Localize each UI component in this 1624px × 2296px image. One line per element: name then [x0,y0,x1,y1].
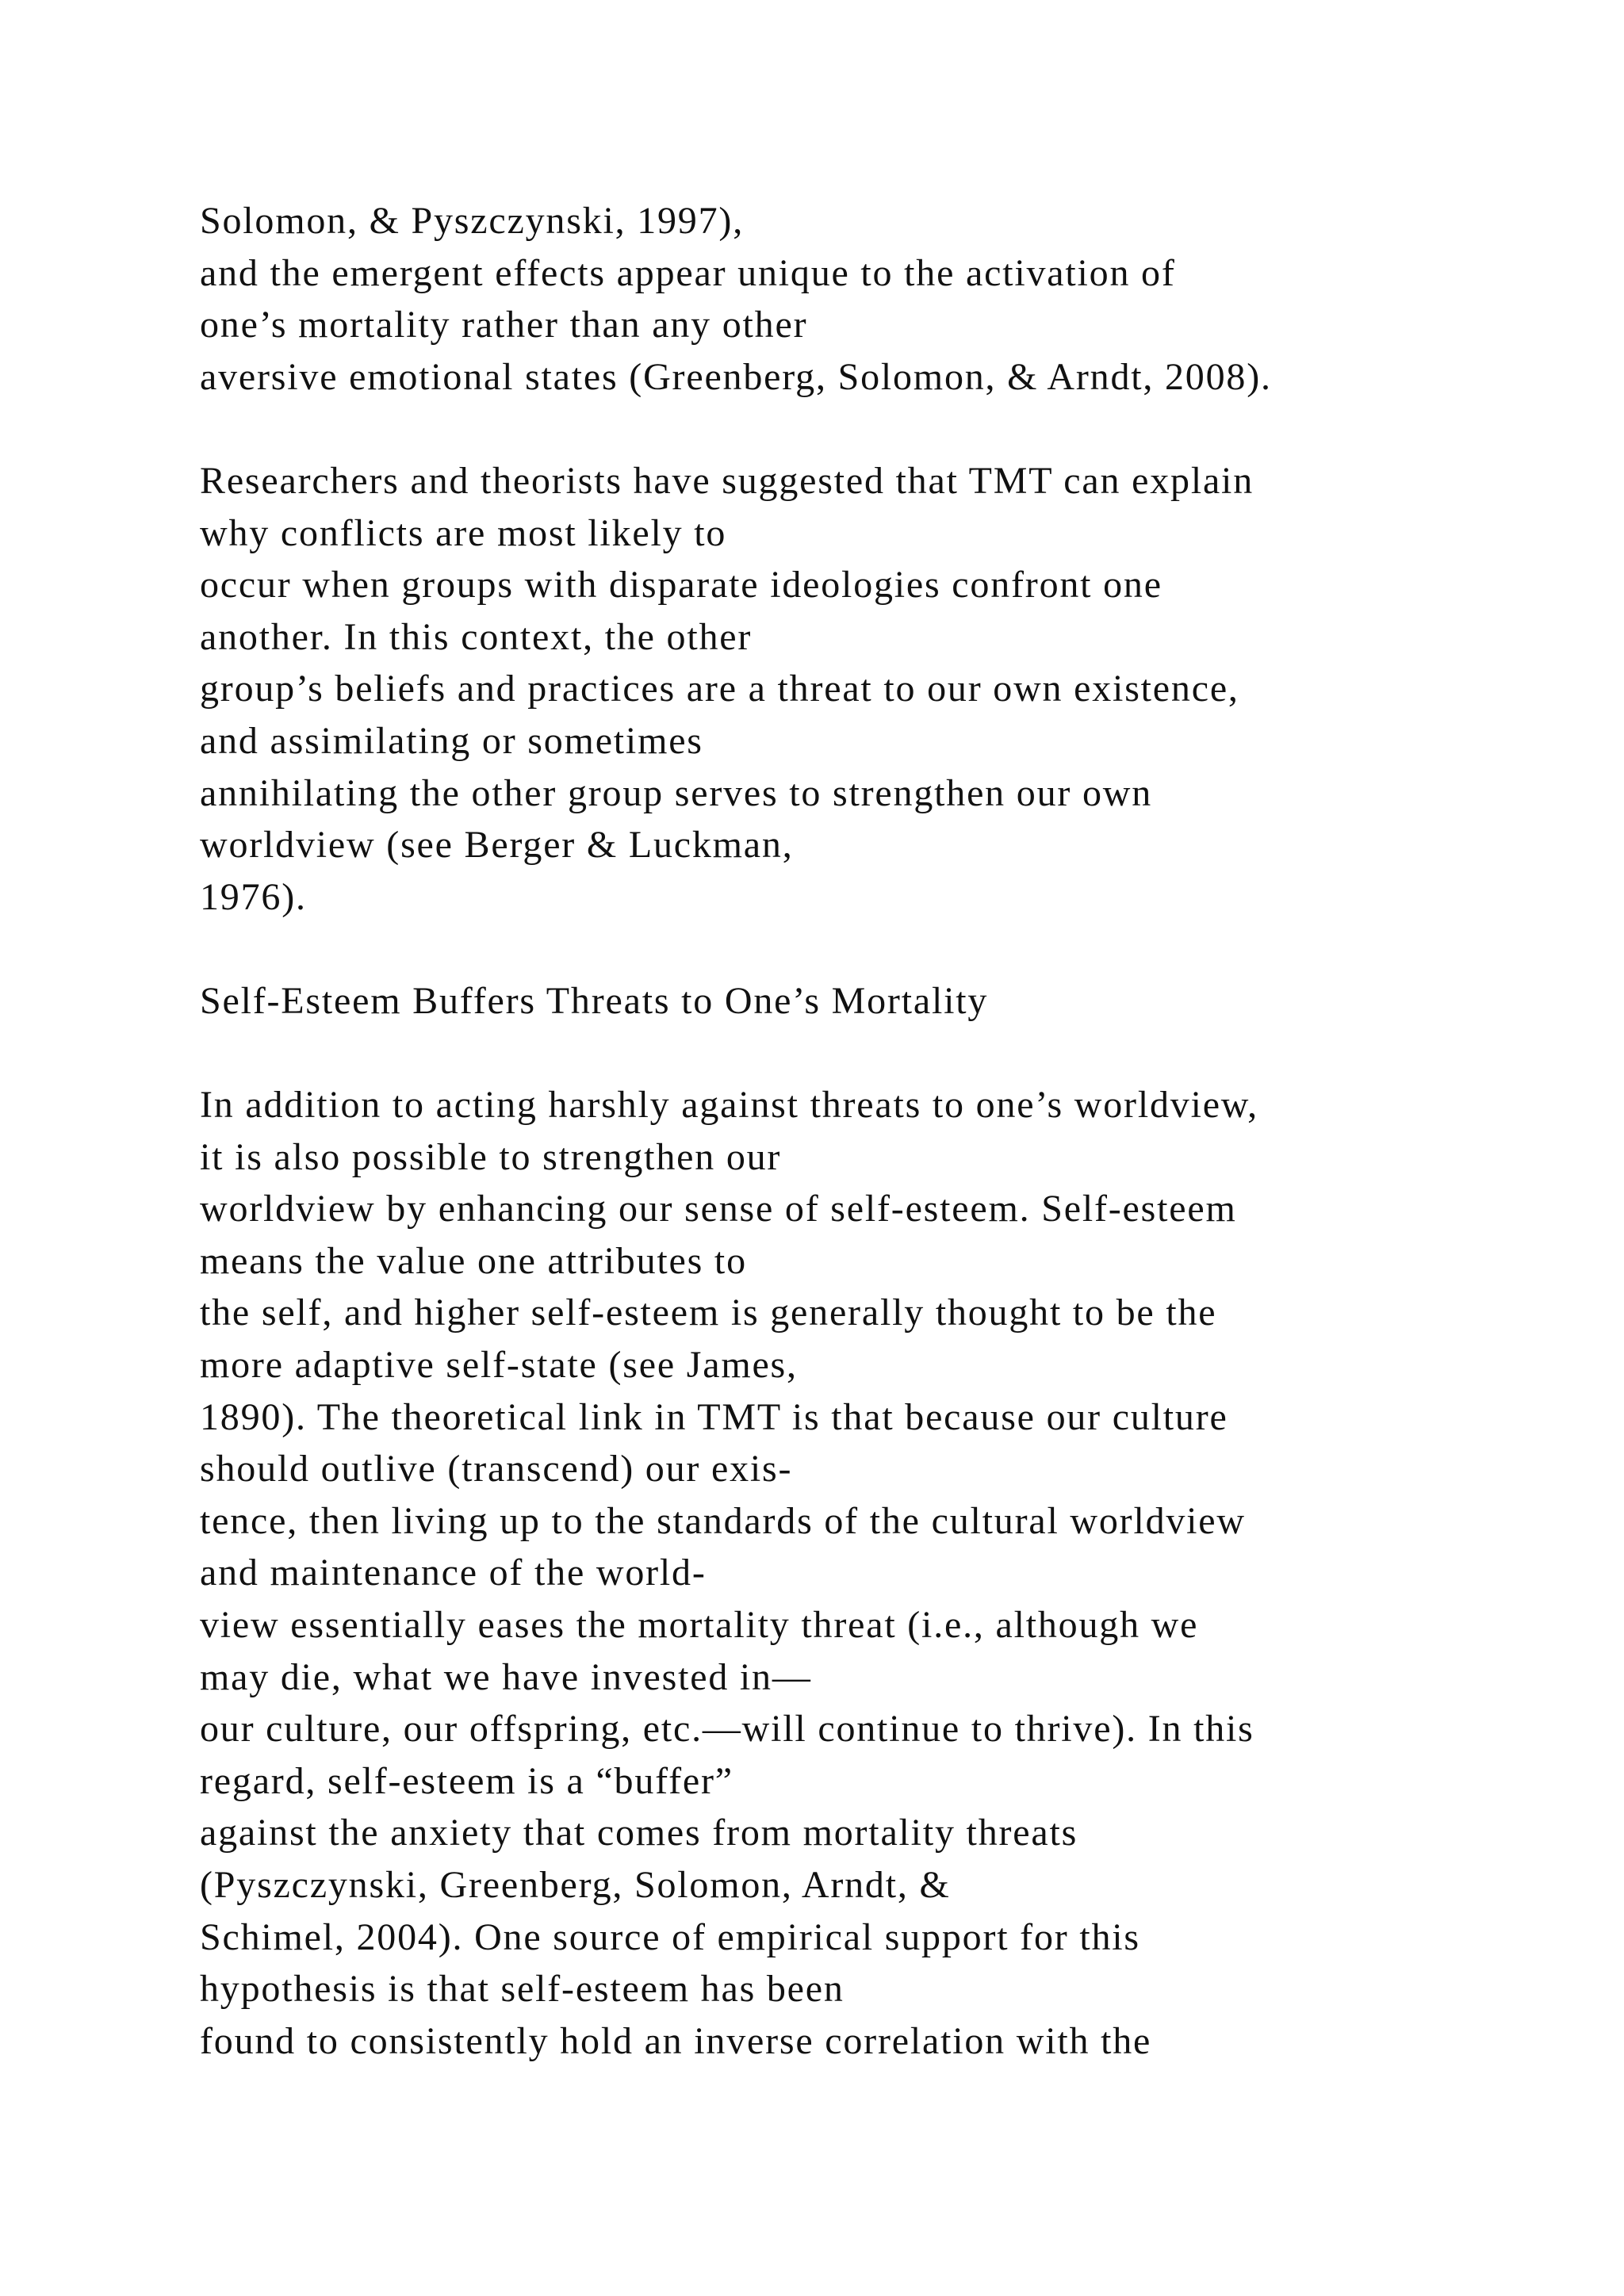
text-line: more adaptive self-state (see James, [200,1344,798,1387]
text-line: annihilating the other group serves to strengthen our own [200,771,1153,814]
text-line: 1890). The theoretical link in TMT is that because our culture [200,1395,1228,1438]
paragraph-tmt-mortality-salience [200,195,1469,403]
text-line: (Pyszczynski, Greenberg, Solomon, Arndt, & [200,1864,951,1906]
text-line: it is also possible to strengthen our [200,1135,782,1178]
text-line: against the anxiety that comes from mortality threats [200,1812,1078,1854]
paragraph-self-esteem-buffer [200,1079,1469,2067]
text-line: the self, and higher self-esteem is generally thought to be the [200,1292,1217,1334]
paragraph-spacer [200,403,1469,455]
text-line: regard, self-esteem is a “buffer” [200,1759,733,1802]
text-line: found to consistently hold an inverse correlation with the [200,2019,1152,2062]
text-line: Researchers and theorists have suggested that TMT can explain [200,459,1254,502]
paragraph-tmt-conflicts [200,455,1469,923]
text-line: our culture, our offspring, etc.—will continue to thrive). In this [200,1708,1254,1751]
text-line: 1976). [200,875,307,918]
text-line: occur when groups with disparate ideologies confront one [200,564,1162,607]
text-line: worldview by enhancing our sense of self-esteem. Self-esteem [200,1188,1237,1230]
text-line: Self-Esteem Buffers Threats to One’s Mortality [200,979,989,1022]
text-line: means the value one attributes to [200,1239,747,1282]
text-line: view essentially eases the mortality threat (i.e., although we [200,1604,1199,1647]
text-line: and the emergent effects appear unique to the activation of [200,251,1176,294]
text-line: worldview (see Berger & Luckman, [200,824,794,867]
text-line: and maintenance of the world- [200,1552,707,1594]
text-line: another. In this context, the other [200,615,753,658]
section-heading-self-esteem [200,975,1469,1027]
text-line: may die, what we have invested in— [200,1655,812,1698]
text-line: Solomon, & Pyszczynski, 1997), [200,200,744,242]
text-line: aversive emotional states (Greenberg, Solomon, & Arndt, 2008). [200,355,1272,398]
text-line: hypothesis is that self-esteem has been [200,1968,845,2011]
text-line: one’s mortality rather than any other [200,304,808,346]
paragraph-spacer [200,1027,1469,1080]
text-line: group’s beliefs and practices are a threat to our own existence, [200,668,1239,710]
text-line: should outlive (transcend) our exis- [200,1448,793,1490]
paragraph-spacer [200,923,1469,975]
text-line: In addition to acting harshly against threats to one’s worldview, [200,1084,1258,1127]
text-line: tence, then living up to the standards of the cultural worldview [200,1499,1246,1542]
text-line: Schimel, 2004). One source of empirical support for this [200,1915,1140,1958]
document-body [200,195,1469,2067]
text-line: and assimilating or sometimes [200,719,703,762]
text-line: why conflicts are most likely to [200,511,727,554]
